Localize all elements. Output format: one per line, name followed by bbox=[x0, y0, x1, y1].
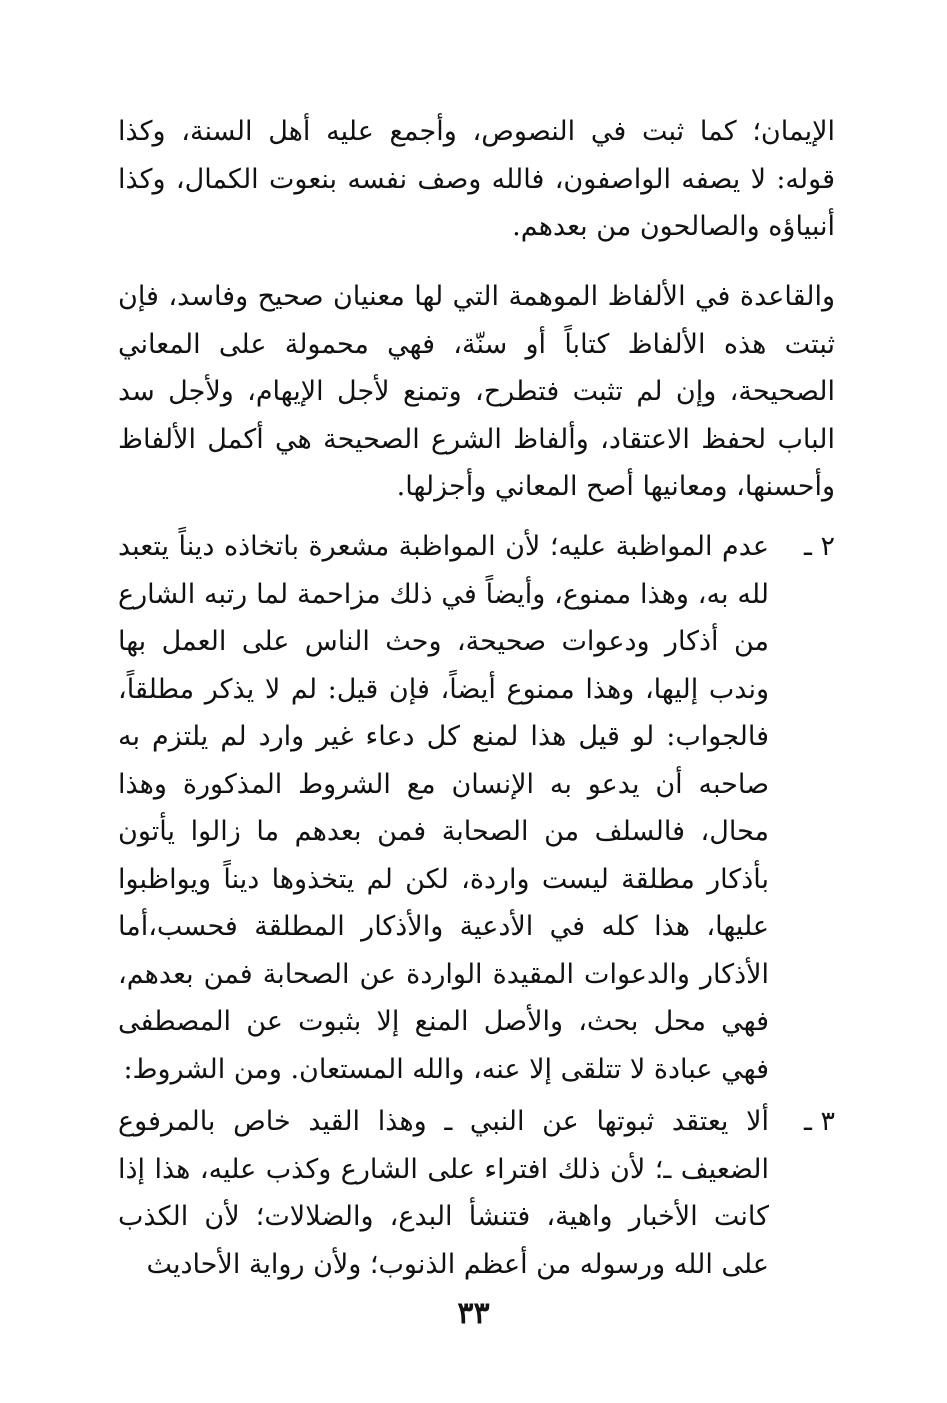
list-item-number: ٢ ـ bbox=[803, 531, 835, 562]
list-item-number: ٣ ـ bbox=[803, 1106, 835, 1137]
paragraph: الإيمان؛ كما ثبت في النصوص، وأجمع عليه أهل السنة، وكذا قوله: لا يصفه الواصفون، فالله وصف نفسه بنعوت الكمال، وكذا أنبياؤه والصالحون من بعدهم. bbox=[118, 116, 835, 242]
list-item-text: عدم المواظبة عليه؛ لأن المواظبة مشعرة باتخاذه ديناً يتعبد لله به، وهذا ممنوع، وأيضاً في ذلك مزاحمة لما رتبه الشارع من أذكار ودعوات صحيحة، وحث الناس على العمل بها وندب إليها، وهذا ممنوع أيضاً، فإن قيل: لم لا يذكر مطلقاً، فالجواب: لو قيل هذا لمنع كل دعاء غير وارد لم يلتزم به صاحبه أن يدعو به الإنسان مع الشروط المذكورة وهذا محال، فالسلف من الصحابة فمن بعدهم ما زالوا يأتون بأذكار مطلقة ليست واردة، لكن لم يتخذوها ديناً ويواظبوا عليها، هذا كله في الأدعية والأذكار المطلقة فحسب،أما الأذكار والدعوات المقيدة الواردة عن الصحابة فمن بعدهم، فهي محل بحث، والأصل المنع إلا بثبوت عن المصطفى فهي عبادة لا تتلقى إلا عنه، والله المستعان. ومن الشروط: bbox=[118, 531, 769, 1085]
paragraph: والقاعدة في الألفاظ الموهمة التي لها معنيان صحيح وفاسد، فإن ثبتت هذه الألفاظ كتاباً أو سنّة، فهي محمولة على المعاني الصحيحة، وإن لم تثبت فتطرح، وتمنع لأجل الإيهام، ولأجل سد الباب لحفظ الاعتقاد، وألفاظ الشرع الصحيحة هي أكمل الألفاظ وأحسنها، ومعانيها أصح المعاني وأجزلها. bbox=[118, 281, 835, 502]
list-item bbox=[118, 1098, 835, 1288]
page-number: ٣٣ bbox=[457, 1296, 490, 1331]
list-item bbox=[118, 523, 835, 1093]
list-item-text: ألا يعتقد ثبوتها عن النبي ـ وهذا القيد خاص بالمرفوع الضعيف ـ؛ لأن ذلك افتراء على الشارع وكذب عليه، هذا إذا كانت الأخبار واهية، فتنشأ البدع، والضلالات؛ لأن الكذب على الله ورسوله من أعظم الذنوب؛ ولأن رواية الأحاديث bbox=[118, 1106, 769, 1280]
